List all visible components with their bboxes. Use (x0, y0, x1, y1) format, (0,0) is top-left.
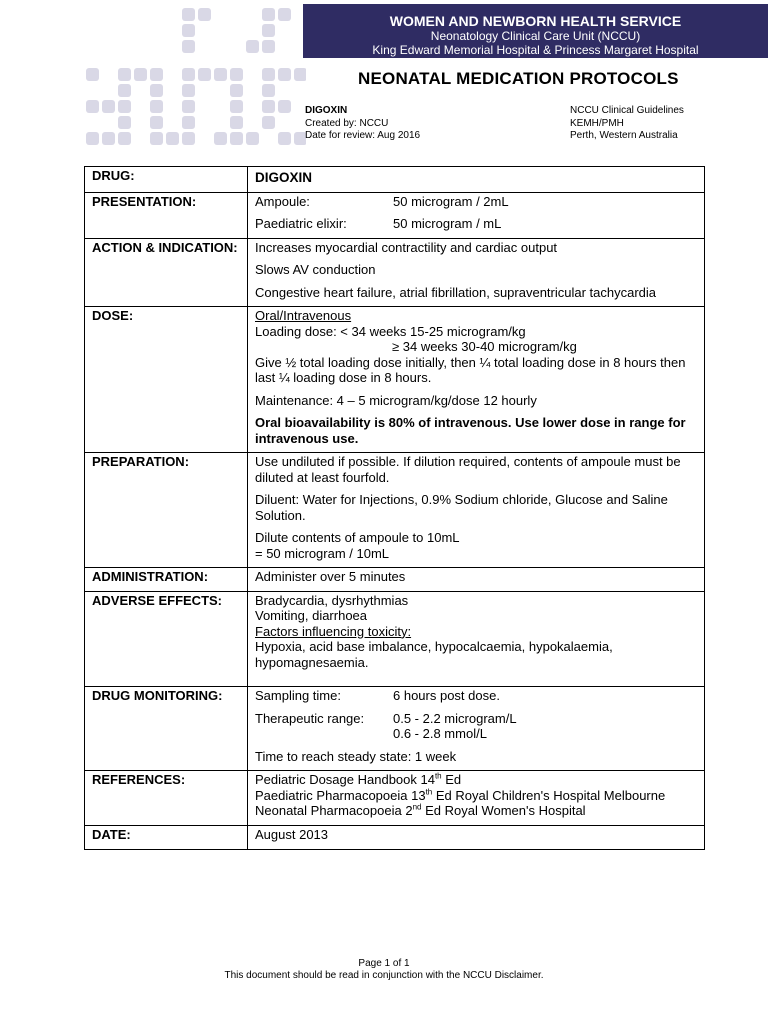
row-presentation (85, 192, 705, 238)
row-dose (85, 307, 705, 453)
prep-line-3b: = 50 microgram / 10mL (255, 545, 390, 561)
elixir-value: 50 microgram / mL (393, 216, 502, 231)
prep-line-2: Diluent: Water for Injections, 0.9% Sodium chloride, Glucose and Saline Solution. (255, 492, 668, 523)
sampling-label: Sampling time: (255, 688, 341, 703)
dose-route: Oral/Intravenous (255, 308, 352, 323)
label-dose: DOSE: (85, 307, 248, 453)
value-presentation (248, 192, 705, 238)
prep-line-1: Use undiluted if possible. If dilution required, contents of ampoule must be diluted at least fourfold. (255, 454, 681, 485)
action-line-2: Slows AV conduction (255, 262, 376, 277)
row-action (85, 238, 705, 307)
label-preparation: PREPARATION: (85, 453, 248, 568)
value-date: August 2013 (248, 825, 705, 850)
label-action: ACTION & INDICATION: (85, 238, 248, 307)
label-date: DATE: (85, 825, 248, 850)
sampling-value: 6 hours post dose. (393, 688, 500, 703)
label-drug: DRUG: (85, 167, 248, 193)
meta-right (570, 105, 684, 143)
range-value-1: 0.5 - 2.2 microgram/L (393, 710, 517, 726)
reference-3: Neonatal Pharmacopoeia 2nd Ed Royal Women's Hospital (255, 802, 586, 818)
ampoule-label: Ampoule: (255, 193, 310, 209)
row-drug (85, 167, 705, 193)
prep-line-3a: Dilute contents of ampoule to 10mL (255, 530, 460, 545)
disclaimer-note: This document should be read in conjunction with the NCCU Disclaimer. (224, 970, 544, 981)
org-name: WOMEN AND NEWBORN HEALTH SERVICE (389, 13, 682, 29)
meta-left (305, 105, 420, 143)
dose-loading-1: Loading dose: < 34 weeks 15-25 microgram/kg (255, 323, 526, 339)
value-drug: DIGOXIN (248, 167, 705, 193)
value-preparation (248, 453, 705, 568)
range-label: Therapeutic range: (255, 710, 365, 726)
reference-1: Pediatric Dosage Handbook 14th Ed (255, 771, 462, 787)
row-monitoring (85, 687, 705, 771)
dose-note: Oral bioavailability is 80% of intravenous. Use lower dose in range for intravenous use. (255, 415, 686, 446)
adverse-line-1: Bradycardia, dysrhythmias (255, 592, 409, 608)
value-monitoring (248, 687, 705, 771)
meta-sites: KEMH/PMH (570, 117, 624, 129)
label-monitoring: DRUG MONITORING: (85, 687, 248, 771)
elixir-label: Paediatric elixir: (255, 216, 347, 231)
range-value-2: 0.6 - 2.8 mmol/L (393, 726, 487, 741)
row-administration (85, 568, 705, 592)
action-line-1: Increases myocardial contractility and cardiac output (255, 239, 558, 255)
dose-give: Give ½ total loading dose initially, then ¼ total loading dose in 8 hours then last ¼ loading dose in 8 hours. (255, 354, 686, 385)
meta-drug: DIGOXIN (305, 105, 348, 116)
label-presentation: PRESENTATION: (85, 192, 248, 238)
adverse-factors: Factors influencing toxicity: (255, 623, 412, 639)
value-references (248, 771, 705, 826)
wnhs-logo (84, 4, 306, 148)
adverse-line-3: Hypoxia, acid base imbalance, hypocalcaemia, hypokalaemia, hypomagnesaemia. (255, 639, 613, 670)
meta-created: Created by: NCCU (305, 117, 389, 129)
ampoule-value: 50 microgram / 2mL (393, 193, 509, 209)
row-preparation (85, 453, 705, 568)
unit-name: Neonatology Clinical Care Unit (NCCU) (430, 29, 641, 43)
row-references (85, 771, 705, 826)
page-title: NEONATAL MEDICATION PROTOCOLS (358, 69, 679, 88)
meta-review: Date for review: Aug 2016 (305, 130, 421, 141)
hospital-names: King Edward Memorial Hospital & Princess Margaret Hospital (372, 43, 699, 57)
value-dose (248, 307, 705, 453)
dose-maintenance: Maintenance: 4 – 5 microgram/kg/dose 12 hourly (255, 392, 537, 408)
label-references: REFERENCES: (85, 771, 248, 826)
action-line-3: Congestive heart failure, atrial fibrillation, supraventricular tachycardia (255, 284, 657, 300)
page-number: Page 1 of 1 (358, 958, 410, 969)
header-band (303, 4, 768, 58)
protocol-table (84, 166, 705, 850)
label-adverse: ADVERSE EFFECTS: (85, 591, 248, 687)
row-adverse (85, 591, 705, 687)
value-action (248, 238, 705, 307)
adverse-line-2: Vomiting, diarrhoea (255, 608, 368, 623)
reference-2: Paediatric Pharmacopoeia 13th Ed Royal Children's Hospital Melbourne (255, 787, 666, 803)
meta-guidelines: NCCU Clinical Guidelines (570, 105, 684, 116)
meta-location: Perth, Western Australia (570, 130, 678, 141)
steady-state: Time to reach steady state: 1 week (255, 748, 457, 764)
row-date (85, 825, 705, 850)
value-administration: Administer over 5 minutes (248, 568, 705, 592)
value-adverse (248, 591, 705, 687)
label-administration: ADMINISTRATION: (85, 568, 248, 592)
dose-loading-2: ≥ 34 weeks 30-40 microgram/kg (392, 339, 577, 354)
